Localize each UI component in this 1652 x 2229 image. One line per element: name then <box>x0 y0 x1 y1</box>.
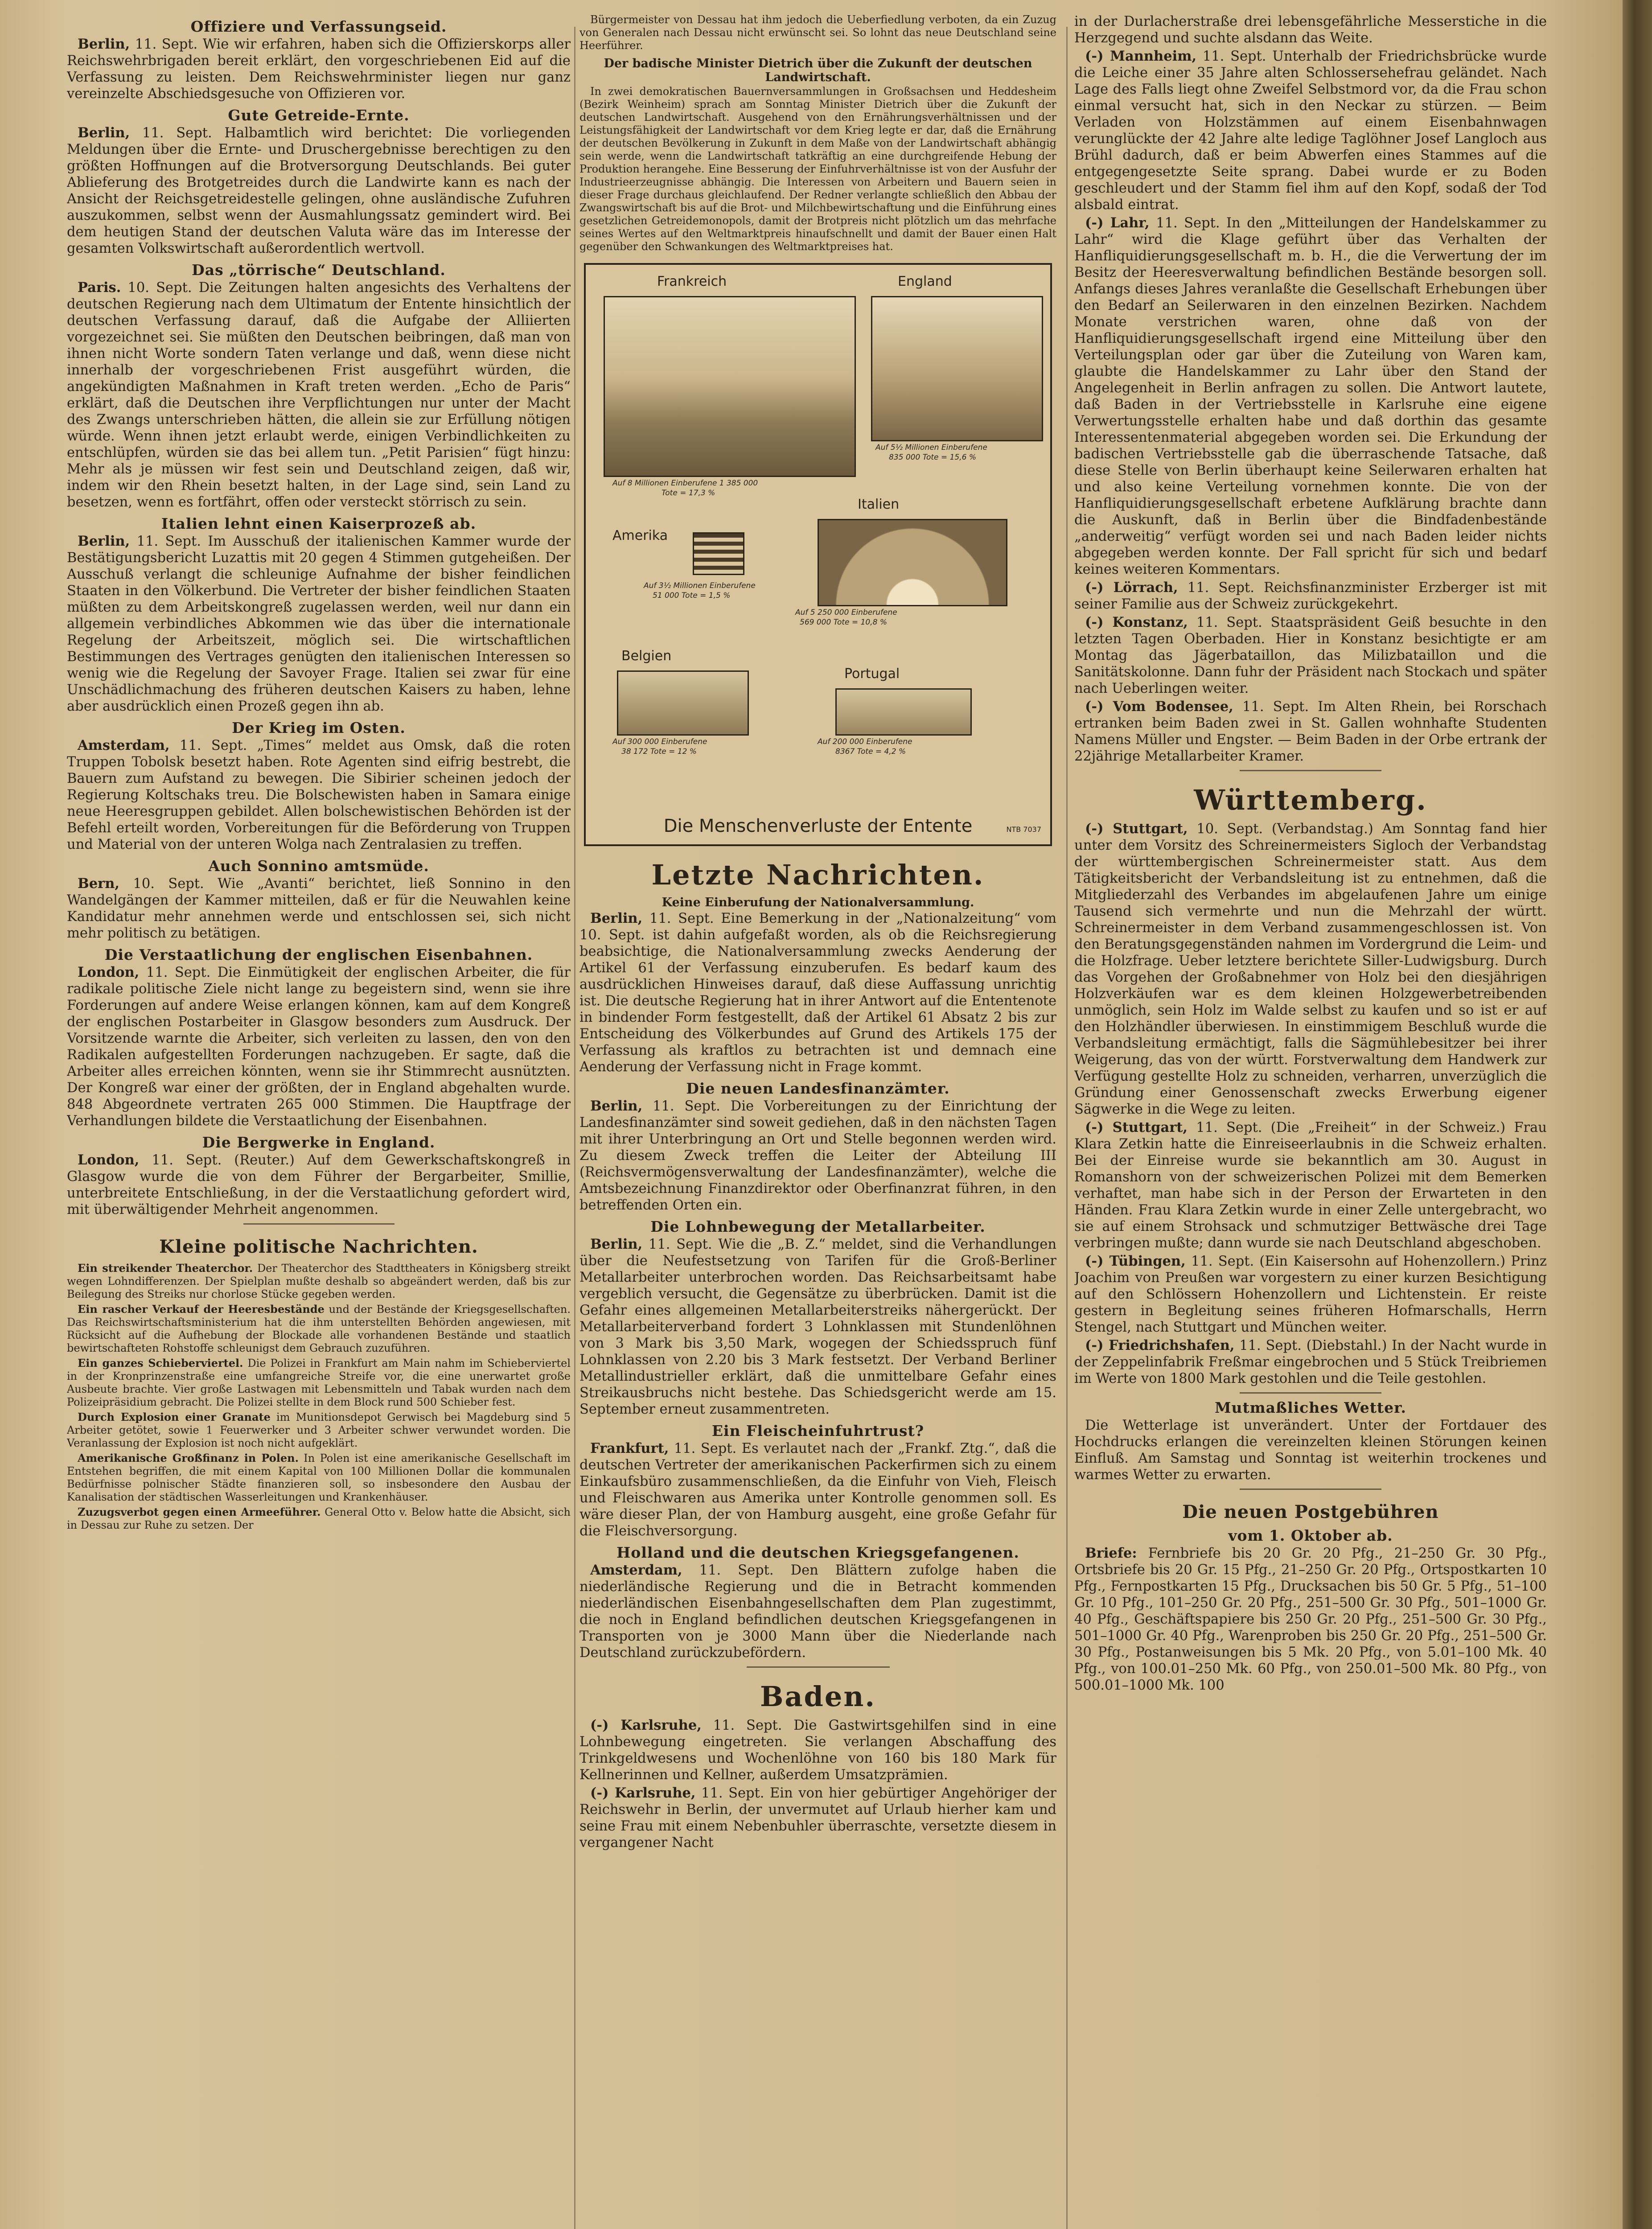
article-paragraph <box>579 1562 1056 1661</box>
article-text: 11. Sept. In den „Mitteilungen der Handelskammer zu Lahr“ wird die Klage geführt über das Verhalten der Hanfliquidierungsgesellschaft m. b. H., die die Verwertung der im Besitz der Heeresverwaltung befindlichen Bestände besorgen soll. Anfangs dieses Jahres veranlaßte die Gesellschaft Erhebungen über den Bedarf an Seilerwaren in den einzelnen Bezirken. Nachdem Monate verstrichen waren, ohne daß von der Hanfliquidierungsgesellschaft irgend eine Mitteilung über den Verteilungsplan oder gar über die Zuteilung von Waren kam, glaubte die Handelskammer zu Lahr über den Stand der Angelegenheit in Berlin anfragen zu sollen. Die Antwort lautete, daß Baden in der Vertriebsstelle in Karlsruhe eine eigene Verwertungsstelle erhalten habe und daß dorthin das gesamte Interessentenmaterial abgegeben worden sei. Die Erkundung der badischen Vertriebsstelle gab die überraschende Tatsache, daß diese Stelle von Berlin überhaupt keine Seilerwaren erhalten hat und also keine Verteilung vornehmen konnte. Die von der Hanfliquidierungsgesellschaft erbetene Aufklärung brachte dann die Auskunft, daß in Berlin über die Bindfadenbestände „anderweitig“ verfügt worden sei und nach Baden leider nichts abgegeben werden konnte. Der Fall spricht für sich und bedarf keines weiteren Kommentars. <box>1074 215 1547 577</box>
country-label-portugal: Portugal <box>844 666 900 682</box>
section-divider <box>243 1223 395 1225</box>
country-label-belgium: Belgien <box>621 648 672 664</box>
dateline: (-) Konstanz, <box>1085 614 1188 630</box>
section-headline: Letzte Nachrichten. <box>651 859 985 891</box>
article-paragraph <box>579 1785 1056 1851</box>
article-text: 11. Sept. Die Gastwirtsgehilfen sind in eine Lohnbewegung eingetreten. Sie verlangen Abschaffung des Trinkgeldwesens und Wochenlöhne von 160 bis 180 Mark für Kellnerinnen und Kellner, außerdem Umsatzprämien. <box>579 1718 1056 1783</box>
entente-losses-illustration <box>584 263 1052 846</box>
article-text: und der Bestände der Kriegsgesellschaften. Das Reichswirtschaftsministerium hat die ihm unterstellten Behörden angewiesen, mit Rücksicht auf die Aufhebung der Blockade alle vorhandenen Bestände und staatlich bewirtschafteten Rohstoffe schleunigst dem Gebrauch zuzuführen. <box>67 1303 571 1354</box>
italy-caption: 569 000 Tote = 10,8 % <box>800 618 887 627</box>
article-paragraph <box>67 1152 571 1218</box>
section-divider <box>747 1666 890 1668</box>
article-paragraph <box>579 1098 1056 1213</box>
illustration-agency-mark: NTB 7037 <box>1006 825 1041 834</box>
section-headline: Kleine politische Nachrichten. <box>159 1236 478 1257</box>
country-label-england: England <box>898 274 952 289</box>
france-caption: Auf 8 Millionen Einberufene 1 385 000 <box>612 479 758 488</box>
dateline: (-) Friedrichshafen, <box>1085 1337 1235 1353</box>
section-headline: Die neuen Postgebühren <box>1182 1501 1439 1522</box>
portugal-caption: 8367 Tote = 4,2 % <box>835 747 906 756</box>
column-rule <box>574 27 575 2229</box>
article-paragraph <box>579 1440 1056 1539</box>
england-caption: Auf 5½ Millionen Einberufene <box>875 443 987 452</box>
dateline: Briefe: <box>1085 1545 1137 1561</box>
article-text: 11. Sept. (Die „Freiheit“ in der Schweiz.) Frau Klara Zetkin hatte die Einreiseerlaubnis in die Schweiz erhalten. Bei der Einreise wurde sie bekanntlich am 30. August in Romanshorn von der schweizerischen Polizei mit dem Bemerken verhaftet, man habe sich in der Person der Erwarteten in den Händen. Frau Klara Zetkin wurde in einer Zelle untergebracht, wo sie auf einem Strohsack und schmutziger Bettwäsche drei Tage verbringen mußte; dann wurde sie nach Deutschland abgeschoben. <box>1074 1120 1547 1251</box>
article-paragraph <box>1074 821 1547 1118</box>
dateline: (-) Vom Bodensee, <box>1085 699 1233 715</box>
article-paragraph <box>1074 1253 1547 1336</box>
article-text: 11. Sept. Den Blättern zufolge haben die niederländische Regierung und die in Betracht kommenden niederländischen Eisenbahngesellschaften dem Plan zugestimmt, die noch in England befindlichen deutschen Kriegsgefangenen in Transporten von je 3000 Mann über die Niederlande nach Deutschland zurückzubefördern. <box>579 1563 1056 1661</box>
dateline: Frankfurt, <box>590 1440 669 1456</box>
section-headline: Gute Getreide-Ernte. <box>228 107 410 124</box>
section-headline: Der Krieg im Osten. <box>232 719 406 736</box>
article-text: im Munitionsdepot Gerwisch bei Magdeburg sind 5 Arbeiter getötet, sowie 1 Feuerwerker und 3 Arbeiter schwer verwundet worden. Die Veranlassung der Explosion ist noch nicht aufgeklärt. <box>67 1411 571 1449</box>
article-text: General Otto v. Below hatte die Absicht, sich in Dessau zur Ruhe zu setzen. Der <box>67 1506 571 1531</box>
article-text: in der Durlacherstraße drei lebensgefährliche Messerstiche in die Herzgegend und suchte alsdann das Weite. <box>1074 14 1547 46</box>
article-paragraph <box>67 737 571 853</box>
dateline: Paris. <box>78 280 121 296</box>
section-divider <box>1240 1489 1381 1490</box>
page-binding-edge <box>1623 0 1652 2229</box>
article-paragraph <box>579 910 1056 1075</box>
section-headline: Die Verstaatlichung der englischen Eisenbahnen. <box>104 946 533 963</box>
article-text: 10. Sept. Die Zeitungen halten angesichts des Verhaltens der deutschen Regierung nach dem Ultimatum der Entente hinsichtlich der deutschen Verfassung darauf, daß die Aufgabe der Alliierten vorgezeichnet sei. Sie müßten den Deutschen beibringen, daß man von ihnen nicht Worte sondern Taten verlange und daß, wenn diese nicht innerhalb der vorgeschriebenen Frist ausgeführt würden, die angekündigten Maßnahmen in Kraft treten werden. „Echo de Paris“ erklärt, daß die Deutschen ihre Verpflichtungen nur unter der Macht des Zwangs unterschrieben hätten, die allein sie zur Erfüllung nötigen würde. Wenn ihnen jetzt erlaubt werde, einigen Verbindlichkeiten zu entschlüpfen, würden sie das bei allem tun. „Petit Parisien“ fügt hinzu: Mehr als je müssen wir fest sein und Deutschland zeigen, daß wir, indem wir den Rhein besetzt halten, in der Lage sind, sein Land zu besetzen, wenn es fortfährt, offen oder versteckt störrisch zu sein. <box>67 280 571 510</box>
article-paragraph <box>67 533 571 715</box>
section-headline: Ein Fleischeinfuhrtrust? <box>711 1422 925 1439</box>
country-label-america: Amerika <box>612 528 668 543</box>
article-paragraph <box>67 125 571 257</box>
dateline: (-) Mannheim, <box>1085 48 1197 64</box>
illustration-title: Die Menschenverluste der Entente <box>663 816 973 836</box>
section-headline: Offiziere und Verfassungseid. <box>190 18 447 35</box>
article-text: Die Polizei in Frankfurt am Main nahm im Schieberviertel in der Kronprinzenstraße eine umfangreiche Streife vor, die eine unerwartet große Ausbeute brachte. Vier große Lastwagen mit Lebensmitteln und Tabak wurden nach dem Polizeipräsidium gebracht. Die Polizei stellte in dem Block rund 500 Schieber fest. <box>67 1357 571 1408</box>
article-text: 11. Sept. Reichsfinanzminister Erzberger ist mit seiner Familie aus der Schweiz zurückgekehrt. <box>1074 580 1547 612</box>
dateline: Amsterdam, <box>78 737 170 753</box>
belgium-picture <box>617 670 749 736</box>
section-divider <box>1240 770 1381 771</box>
article-text: Fernbriefe bis 20 Gr. 20 Pfg., 21–250 Gr. 30 Pfg., Ortsbriefe bis 20 Gr. 15 Pfg., 21–250 Gr. 20 Pfg., Ortspostkarten 10 Pfg., Fernpostkarten 15 Pfg., Drucksachen bis 50 Gr. 5 Pfg., 51–100 Gr. 10 Pfg., 101–250 Gr. 20 Pfg., 251–500 Gr. 30 Pfg., 501–1000 Gr. 40 Pfg., Geschäftspapiere bis 250 Gr. 20 Pfg., 251–500 Gr. 30 Pfg., 501–1000 Gr. 40 Pfg., Warenproben bis 250 Gr. 20 Pfg., 251–500 Gr. 30 Pfg., Postanweisungen bis 5 Mk. 20 Pfg., von 5.01–100 Mk. 40 Pfg., von 100.01–250 Mk. 60 Pfg., von 250.01–500 Mk. 80 Pfg., von 500.01–1000 Mk. 100 <box>1074 1546 1547 1693</box>
article-text: 11. Sept. Ein von hier gebürtiger Angehöriger der Reichswehr in Berlin, der unvermutet auf Urlaub hierher kam und seine Frau mit einem Nebenbuhler überraschte, versetzte diesem in vergangener Nacht <box>579 1785 1056 1851</box>
section-headline: Baden. <box>760 1680 876 1713</box>
article-paragraph <box>579 1236 1056 1418</box>
article-text: Die Wetterlage ist unverändert. Unter der Fortdauer des Hochdrucks erlangen die vereinzelten kleinen Störungen keinen Einfluß. Am Samstag und Sonntag ist weiterhin trockenes und warmes Wetter zu erwarten. <box>1074 1418 1547 1483</box>
article-text: 11. Sept. „Times“ meldet aus Omsk, daß die roten Truppen Tobolsk besetzt haben. Rote Agenten sind eifrig bestrebt, die Bauern zum Aufstand zu bewegen. Die Sibirier scheinen jedoch der Regierung Koltschaks treu. Die Bolschewisten haben in Samara einige neue Heeresgruppen gebildet. Allen bolschewistischen Behörden ist der Befehl erteilt worden, Vorbereitungen für die Beförderung von Truppen und Material von der unteren Wolga nach Zentralasien zu treffen. <box>67 738 571 852</box>
article-paragraph <box>67 1411 571 1450</box>
section-headline: Die Lohnbewegung der Metallarbeiter. <box>650 1218 986 1235</box>
article-text: 11. Sept. Im Alten Rhein, bei Rorschach ertranken beim Baden zwei in St. Gallen wohnhafte Studenten Namens Müller und Engster. — Beim Baden in der Orbe ertrank der 22jährige Metallarbeiter Kramer. <box>1074 699 1547 764</box>
france-picture <box>604 296 856 477</box>
column-middle <box>579 13 1056 2229</box>
portugal-caption: Auf 200 000 Einberufene <box>818 737 912 746</box>
article-paragraph <box>1074 1545 1547 1694</box>
section-headline: Der badische Minister Dietrich über die Zukunft der deutschen Landwirtschaft. <box>604 57 1032 84</box>
belgium-caption: Auf 300 000 Einberufene <box>612 737 707 746</box>
dateline: Berlin, <box>78 36 130 52</box>
section-headline: Die Bergwerke in England. <box>202 1134 436 1151</box>
article-paragraph <box>1074 1337 1547 1387</box>
article-text: 11. Sept. (Diebstahl.) In der Nacht wurde in der Zeppelinfabrik Freßmar eingebrochen und 5 Stück Treibriemen im Werte von 1800 Mark gestohlen und die Teile gestohlen. <box>1074 1338 1547 1386</box>
article-text: Bürgermeister von Dessau hat ihm jedoch die Ueberfiedlung verboten, da ein Zuzug von Generalen nach Dessau nicht erwünscht sei. So lohnt das neue Deutschland seine Heerführer. <box>579 13 1056 52</box>
portugal-picture <box>835 688 972 736</box>
article-text: 11. Sept. Wie die „B. Z.“ meldet, sind die Verhandlungen über die Neufestsetzung von Tarifen für die Groß-Berliner Metallarbeiter unterbrochen worden. Das Reichsarbeitsamt habe vergeblich versucht, die Gegensätze zu überbrücken. Damit ist die Gefahr eines allgemeinen Metallarbeiterstreiks nähergerückt. Der Metallarbeiterverband fordert 3 Lohnklassen mit Stundenlöhnen von 3 Mark bis 3,50 Mark, wogegen der Schiedsspruch fünf Lohnklassen von 2.20 bis 3 Mark festsetzt. Der Verband Berliner Metallindustrieller erklärt, daß die unmittelbare Gefahr eines Streikausbruchs nicht bestehe. Das Schiedsgericht werde am 15. September erneut zusammentreten. <box>579 1237 1056 1417</box>
country-label-italy: Italien <box>858 497 900 512</box>
italy-caption: Auf 5 250 000 Einberufene <box>795 608 897 617</box>
america-caption: 51 000 Tote = 1,5 % <box>653 591 731 600</box>
article-text: 11. Sept. Es verlautet nach der „Frankf. Ztg.“, daß die deutschen Vertreter der amerikanischen Packerfirmen sich zu einem Einkaufsbüro zusammenschließen, da die Einfuhr von Vieh, Fleisch und Fleischwaren aus Amerika unter Kontrolle genommen soll. Es wäre dieser Plan, der von Hamburg ausgeht, eine große Gefahr für die Fleischversorgung. <box>579 1441 1056 1539</box>
column-rule <box>1066 27 1068 2229</box>
article-paragraph <box>67 1303 571 1355</box>
article-text: 10. Sept. (Verbandstag.) Am Sonntag fand hier unter dem Vorsitz des Schreinermeisters Sigloch der Verbandstag der württembergischen Schreinermeister statt. Aus dem Tätigkeitsbericht der Verbandsleitung ist zu entnehmen, daß die Mitgliederzahl des Verbandes im abgelaufenen Jahre um einige Tausend sich vermehrte und nun die Mehrzahl der württ. Schreinermeister in dem Verband zusammengeschlossen ist. Von den Beratungsgegenständen nahmen im Vordergrund die Leim- und die Holzfrage. Ueber letztere berichtete Siller-Ludwigsburg. Durch das Vorgehen der Großabnehmer von Holz bei den diesjährigen Holzverkäufen war es dem kleinen Holzgewerbetreibenden unmöglich, sein Holz im Walde selbst zu kaufen und so ist er auf den Holzhändler überwiesen. In einstimmigem Beschluß wurde die Verbandsleitung ermächtigt, falls die Sägmühlebesitzer bei ihrer Weigerung, das von der württ. Forstverwaltung dem Handwerk zur Verfügung gestellte Holz zu schneiden, verharren, unverzüglich die Gründung einer Genossenschaft zwecks Erwerbung eigener Sägwerke in die Wege zu leiten. <box>1074 821 1547 1117</box>
section-headline: Italien lehnt einen Kaiserprozeß ab. <box>161 515 477 532</box>
article-paragraph <box>67 36 571 102</box>
england-caption: 835 000 Tote = 15,6 % <box>889 453 976 462</box>
dateline: Amsterdam, <box>590 1562 682 1578</box>
dateline: Amerikanische Großfinanz in Polen. <box>78 1452 299 1464</box>
dateline: Bern, <box>78 876 120 892</box>
article-paragraph <box>579 13 1056 52</box>
dateline: Berlin, <box>78 125 130 141</box>
article-text: Der Theaterchor des Stadttheaters in Königsberg streikt wegen Lohndifferenzen. Der Spielplan mußte deshalb so abgeändert werden, daß bis zur Beilegung des Streiks nur chorlose Stücke gegeben werden. <box>67 1262 571 1300</box>
dateline: (-) Stuttgart, <box>1085 1119 1188 1135</box>
article-paragraph <box>1074 1119 1547 1251</box>
article-paragraph <box>67 1262 571 1301</box>
section-headline: Auch Sonnino amtsmüde. <box>208 857 429 875</box>
article-text: In zwei demokratischen Bauernversammlungen in Großsachsen und Heddesheim (Bezirk Weinheim) sprach am Sonntag Minister Dietrich über die Zukunft der deutschen Landwirtschaft. Ausgehend von den Ernährungsverhältnissen und der Leistungsfähigkeit der Landwirtschaft vor dem Krieg legte er dar, daß die Ernährung der deutschen Bevölkerung in Zukunft in dem Maße von der Landwirtschaft abhängig sein werde, wenn die Landwirtschaft tatkräftig an eine durchgreifende Hebung der Produktion herangehe. Eine Besserung der Einfuhrverhältnisse ist von der Ausfuhr der Industrieerzeugnisse abhängig. Die Interessen von Arbeitern und Bauern seien in dieser Frage durchaus gleichlaufend. Der Redner verlangte schließlich den Abbau der Zwangswirtschaft bis auf die Brot- und Milchbewirtschaftung und die Einführung eines gesetzlichen Getreidemonopols, damit der Brotpreis nicht plötzlich um das mehrfache seines Wertes auf den Weltmarktpreis hinaufschnellt und damit der Bauer einen Halt gegenüber den Schwankungen des Weltmarktpreises hat. <box>579 85 1056 253</box>
section-headline: Das „törrische“ Deutschland. <box>192 261 446 279</box>
dateline: (-) Lörrach, <box>1085 580 1178 596</box>
dateline: (-) Lahr, <box>1085 215 1150 231</box>
dateline: Ein rascher Verkauf der Heeresbestände <box>78 1303 325 1316</box>
article-text: 11. Sept. Im Ausschuß der italienischen Kammer wurde der Bestätigungsbericht Luzattis mit 20 gegen 4 Stimmen gutgeheißen. Der Ausschuß verlangt die schleunige Aufnahme der bisher feindlichen Staaten in den Völkerbund. Die Vertreter der bisher feindlichen Staaten müßten zu dem Arbeitskongreß zugelassen werden, weil nur dann ein allgemein verbindliches Abkommen wie das über die internationale Regelung der Arbeitszeit, möglich sei. Die wirtschaftlichen Bestimmungen des Vertrages genügten den italienischen Interessen so wenig wie die Regelung der Savoyer Frage. Italien sei zwar für eine Unschädlichmachung des früheren deutschen Kaisers zu haben, lehne aber ausdrücklich einen Prozeß gegen ihn ab. <box>67 534 571 714</box>
article-text: 11. Sept. Unterhalb der Friedrichsbrücke wurde die Leiche einer 35 Jahre alten Schlossersehefrau geländet. Nach Lage des Falls liegt ohne Zweifel Selbstmord vor, da die Frau schon einmal versucht hat, sich in den Neckar zu stürzen. — Beim Verladen von Holzstämmen auf einem Eisenbahnwagen verunglückte der 42 Jahre alte ledige Taglöhner Josef Langloch aus Brühl dadurch, daß er beim Abwerfen eines Stammes auf die entgegengesetzte Seite sprang. Dabei wurde er zu Boden geschleudert und der Stamm fiel ihm auf den Kopf, sodaß der Tod alsbald eintrat. <box>1074 49 1547 213</box>
article-paragraph <box>1074 580 1547 613</box>
america-caption: Auf 3½ Millionen Einberufene <box>644 581 756 590</box>
article-text: 11. Sept. (Reuter.) Auf dem Gewerkschaftskongreß in Glasgow wurde die von dem Führer der Bergarbeiter, Smillie, unterbreitete Entschließung, in der die Verstaatlichung gefordert wird, mit überwältigender Mehrheit angenommen. <box>67 1152 571 1217</box>
section-divider <box>1240 1392 1381 1394</box>
article-text: 11. Sept. Wie wir erfahren, haben sich die Offizierskorps aller Reichswehrbrigaden bereit erklärt, den vorgeschriebenen Eid auf die Verfassung zu leisten. Dem Reichswehrminister liegen nur ganz vereinzelte Abschiedsgesuche von Offizieren vor. <box>67 37 571 102</box>
dateline: London, <box>78 1152 140 1168</box>
article-paragraph <box>67 876 571 942</box>
article-text: 11. Sept. Staatspräsident Geiß besuchte in den letzten Tagen Oberbaden. Hier in Konstanz besichtigte er am Montag das Jägerbataillon, das Milizbataillon und die Sanitätskolonne. Dann fuhr der Präsident nach Stockach und später nach Ueberlingen weiter. <box>1074 615 1547 696</box>
dateline: Berlin, <box>590 910 643 926</box>
article-paragraph <box>579 1717 1056 1783</box>
article-text: 11. Sept. Eine Bemerkung in der „Nationalzeitung“ vom 10. Sept. ist dahin aufgefaßt worden, als ob die Reichsregierung beabsichtige, die Nationalversammlung zwecks Aenderung der Artikel 61 der Verfassung einzuberufen. Es bedarf kaum des ausdrücklichen Hinweises darauf, daß diese Auffassung unrichtig ist. Die deutsche Regierung hat in ihrer Antwort auf die Ententenote in bindender Form festgestellt, daß der Artikel 61 Absatz 2 bis zur Entscheidung des Völkerbundes auf Grund des Artikels 175 der Verfassung als kraftlos zu betrachten ist und demnach eine Aenderung der Verfassung nicht in Frage kommt. <box>579 911 1056 1075</box>
article-paragraph <box>1074 215 1547 578</box>
belgium-caption: 38 172 Tote = 12 % <box>621 747 697 756</box>
section-headline: Keine Einberufung der Nationalversammlung. <box>662 896 974 909</box>
column-left <box>67 13 571 2229</box>
dateline: (-) Karlsruhe, <box>590 1717 702 1733</box>
dateline: London, <box>78 964 140 980</box>
dateline: Durch Explosion einer Granate <box>78 1411 271 1423</box>
england-picture <box>871 296 1043 441</box>
dateline: Ein ganzes Schieberviertel. <box>78 1357 243 1369</box>
article-text: 11. Sept. Die Vorbereitungen zu der Einrichtung der Landesfinanzämter sind soweit gediehen, daß in den nächsten Tagen mit ihrer Unterbringung an Ort und Stelle begonnen werden wird. Zu diesem Zweck treffen die Leiter der Abteilung III (Reichsvermögensverwaltung der Landesfinanzämter), welche die Amtsbezeichnung Finanzdirektor oder Oberfinanzrat führen, in den betreffenden Orten ein. <box>579 1098 1056 1213</box>
article-paragraph <box>1074 699 1547 765</box>
article-text: 11. Sept. Halbamtlich wird berichtet: Die vorliegenden Meldungen über die Ernte- und Druschergebnisse berechtigen zu den größten Hoffnungen auf die Brotversorgung Deutschlands. Bei guter Ablieferung des Brotgetreides durch die Landwirte kann es nach der Ansicht der Reichsgetreidestelle gelingen, ohne ausländische Zufuhren auszukommen, selbst wenn der Ausmahlungssatz gemindert wird. Bei dem heutigen Stand der deutschen Valuta wäre das im Interesse der gesamten Volkswirtschaft außerordentlich wertvoll. <box>67 125 571 256</box>
article-paragraph <box>579 85 1056 253</box>
article-paragraph <box>1074 13 1547 46</box>
italy-picture <box>818 519 1007 606</box>
dateline: (-) Tübingen, <box>1085 1253 1186 1269</box>
section-headline: vom 1. Oktober ab. <box>1228 1527 1393 1544</box>
section-headline: Württemberg. <box>1194 784 1427 816</box>
dateline: Zuzugsverbot gegen einen Armeeführer. <box>78 1505 321 1518</box>
section-headline: Holland und die deutschen Kriegsgefangenen. <box>616 1544 1019 1561</box>
america-flag-picture <box>693 532 744 575</box>
article-paragraph <box>1074 48 1547 213</box>
article-text: 11. Sept. (Ein Kaisersohn auf Hohenzollern.) Prinz Joachim von Preußen war vorgestern zu einer kurzen Besichtigung auf den Schlössern Hohenzollern und Lichtenstein. Er reiste gestern in Begleitung seines früheren Hofmarschalls, Herrn Stengel, nach Stuttgart und München weiter. <box>1074 1254 1547 1335</box>
dateline: Berlin, <box>590 1098 643 1114</box>
country-label-france: Frankreich <box>657 274 727 289</box>
article-text: 10. Sept. Wie „Avanti“ berichtet, ließ Sonnino in den Wandelgängen der Kammer mitteilen, daß er für die Neuwahlen keine Kandidatur mehr annehmen werde und entschlossen sei, sich nicht mehr politisch zu betätigen. <box>67 876 571 941</box>
article-paragraph <box>1074 614 1547 697</box>
article-paragraph <box>67 280 571 510</box>
dateline: (-) Karlsruhe, <box>590 1785 696 1801</box>
section-headline: Mutmaßliches Wetter. <box>1214 1399 1407 1416</box>
section-headline: Die neuen Landesfinanzämter. <box>686 1080 950 1097</box>
dateline: Ein streikender Theaterchor. <box>78 1262 253 1275</box>
article-text: 11. Sept. Die Einmütigkeit der englischen Arbeiter, die für radikale politische Ziele nicht lange zu begeistern sind, wenn sie ihre Forderungen auf andere Weise erlangen können, kam auf dem Kongreß der englischen Postarbeiter in Glasgow besonders zum Ausdruck. Der Vorsitzende warnte die Arbeiter, sich verleiten zu lassen, den von den Radikalen aufgestellten Forderungen nachzugeben. Er sagte, daß die Arbeiter alles erreichen könnten, wenn sie ihr Stimmrecht ausnützten. Der Kongreß war einer der größten, der in England abgehalten wurde. 848 Abgeordnete vertraten 265 000 Stimmen. Die Hauptfrage der Verhandlungen bildete die Verstaatlichung der Eisenbahnen. <box>67 965 571 1129</box>
france-caption: Tote = 17,3 % <box>662 489 715 498</box>
article-paragraph <box>1074 1417 1547 1483</box>
dateline: Berlin, <box>78 533 130 549</box>
article-paragraph <box>67 964 571 1129</box>
article-paragraph <box>67 1357 571 1409</box>
article-paragraph <box>67 1505 571 1532</box>
article-paragraph <box>67 1452 571 1504</box>
dateline: Berlin, <box>590 1236 643 1252</box>
column-right <box>1074 13 1547 2229</box>
article-text: In Polen ist eine amerikanische Gesellschaft im Entstehen begriffen, die mit einem Kapital von 100 Millionen Dollar die kommunalen Bedürfnisse polnischer Städte finanzieren soll, so insbesondere den Ausbau der Kanalisation der städtischen Wasserleitungen und Krankenhäuser. <box>67 1452 571 1503</box>
dateline: (-) Stuttgart, <box>1085 821 1188 837</box>
